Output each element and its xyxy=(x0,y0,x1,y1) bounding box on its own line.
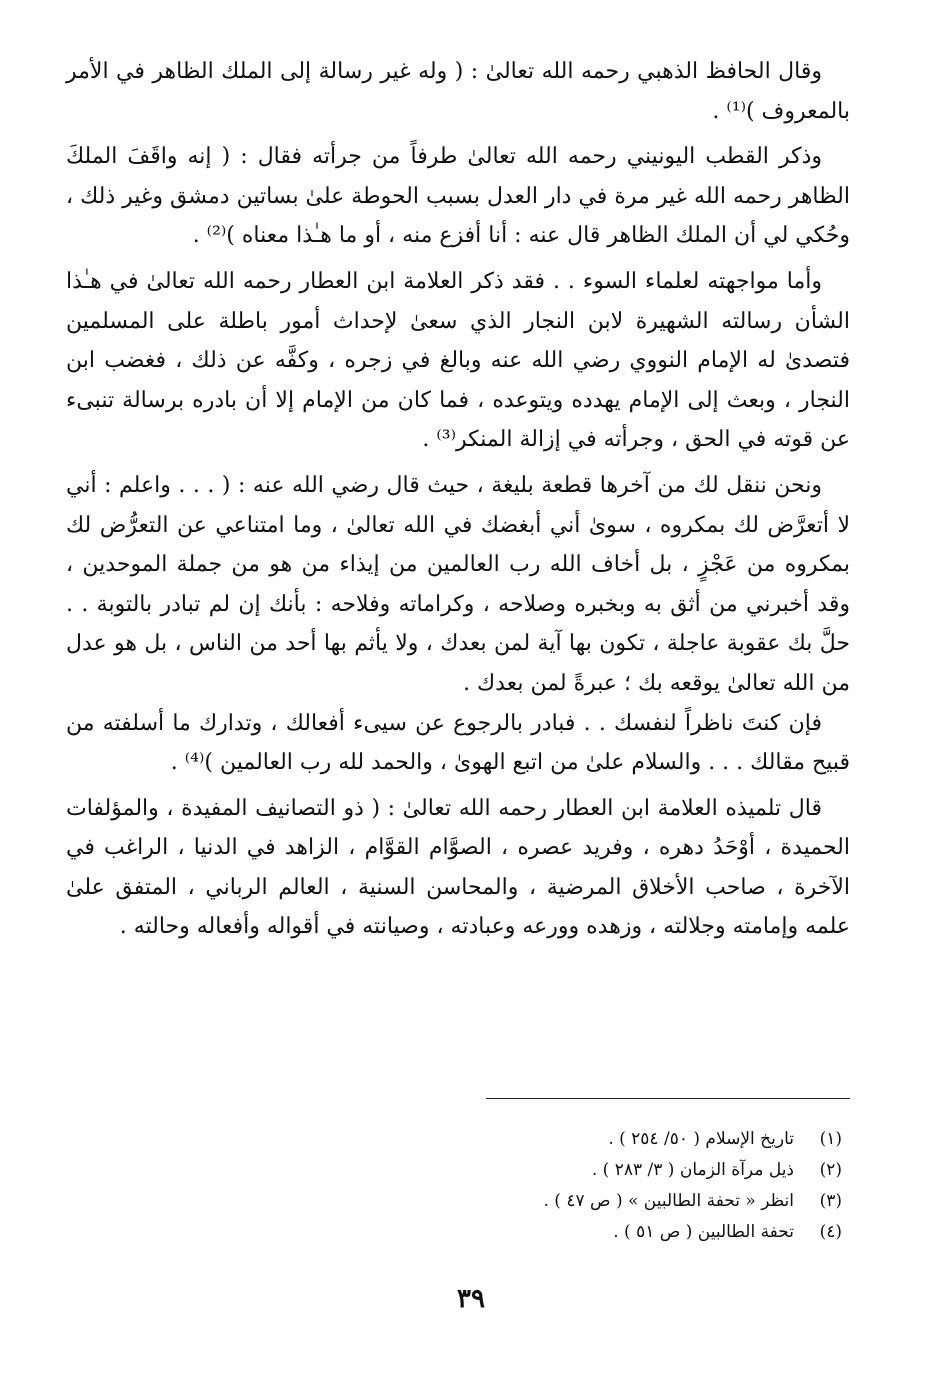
footnote-number: (٢) xyxy=(819,1160,842,1180)
paragraph-dhahabi-quote: وقال الحافظ الذهبي رحمه الله تعالىٰ : ( وله غير رسالة إلى الملك الظاهر في الأمر بالمعروف )⁽¹⁾ . xyxy=(66,59,850,124)
footnote-number: (٤) xyxy=(819,1222,842,1242)
footnote-number: (٣) xyxy=(819,1191,842,1211)
footnote-item xyxy=(66,1217,842,1248)
paragraph-yunini-quote: وذكر القطب اليونيني رحمه الله تعالىٰ طرفاً من جرأته فقال : ( إنه واقَفَ الملكَ الظاهر رحمه الله غير مرة في دار العدل بسبب الحوطة علىٰ بساتين دمشق وغير ذلك ، وحُكي لي أن الملك الظاهر قال عنه : أنا أفزع منه ، أو ما هـٰذا معناه )⁽²⁾ . xyxy=(66,144,850,249)
paragraph-ulama-al-su: وأما مواجهته لعلماء السوء . . فقد ذكر العلامة ابن العطار رحمه الله تعالىٰ في هـٰذا الشأن رسالته الشهيرة لابن النجار الذي سعىٰ لإحداث أمور باطلة على المسلمين فتصدىٰ له الإمام النووي رضي الله عنه وبالغ في زجره ، وكفَّه عن ذلك ، فغضب ابن النجار ، وبعث إلى الإمام يهدده ويتوعده ، فما كان من الإمام إلا أن بادره برسالة تنبىء عن قوته في الحق ، وجرأته في إزالة المنكر⁽³⁾ . xyxy=(66,268,850,453)
footnotes xyxy=(66,1124,842,1248)
footnote-text: تاريخ الإسلام ( ٥٠/ ٢٥٤ ) . xyxy=(608,1129,794,1149)
page-number: ٣٩ xyxy=(457,1284,485,1314)
footnote-item xyxy=(66,1124,842,1155)
body-text xyxy=(66,52,850,953)
footnote-divider xyxy=(486,1098,850,1099)
footnote-item xyxy=(66,1155,842,1186)
footnote-item xyxy=(66,1186,842,1217)
paragraph-letter-excerpt: ونحن ننقل لك من آخرها قطعة بليغة ، حيث قال رضي الله عنه : ( . . . واعلم : أني لا أتعرَّض لك بمكروه ، سوىٰ أني أبغضك في الله تعالىٰ ، وما امتناعي عن التعرُّض لك بمكروه من عَجْزٍ ، بل أخاف الله رب العالمين من إيذاء من هو من جملة الموحدين ، وقد أخبرني من أثق به وبخبره وصلاحه ، وكراماته وفلاحه : بأنك إن لم تبادر بالتوبة . . حلَّ بك عقوبة عاجلة ، تكون بها آية لمن بعدك ، ولا يأثم بها أحد من الناس ، بل هو عدل من الله تعالىٰ يوقعه بك ؛ عبرةً لمن بعدك . xyxy=(66,472,850,696)
footnote-text: انظر « تحفة الطالبين » ( ص ٤٧ ) . xyxy=(543,1191,794,1211)
paragraph-letter-ending: فإن كنتَ ناظراً لنفسك . . فبادر بالرجوع عن سيىء أفعالك ، وتدارك ما أسلفته من قبيح مقالك . . . والسلام علىٰ من اتبع الهوىٰ ، والحمد لله رب العالمين )⁽⁴⁾ . xyxy=(66,710,850,776)
footnote-text: تحفة الطالبين ( ص ٥١ ) . xyxy=(613,1222,794,1242)
footnote-text: ذيل مرآة الزمان ( ٣/ ٢٨٣ ) . xyxy=(591,1160,794,1180)
paragraph-ibn-al-attar: قال تلميذه العلامة ابن العطار رحمه الله تعالىٰ : ( ذو التصانيف المفيدة ، والمؤلفات الحميدة ، أوْحَدُ دهره ، وفريد عصره ، الصوَّام القوَّام ، الزاهد في الدنيا ، الراغب في الآخرة ، صاحب الأخلاق المرضية ، والمحاسن السنية ، العالم الرباني ، المتفق علىٰ علمه وإمامته وجلالته ، وزهده وورعه وعبادته ، وصيانته في أقواله وأفعاله وحالته . xyxy=(66,795,850,940)
footnote-number: (١) xyxy=(819,1129,842,1149)
